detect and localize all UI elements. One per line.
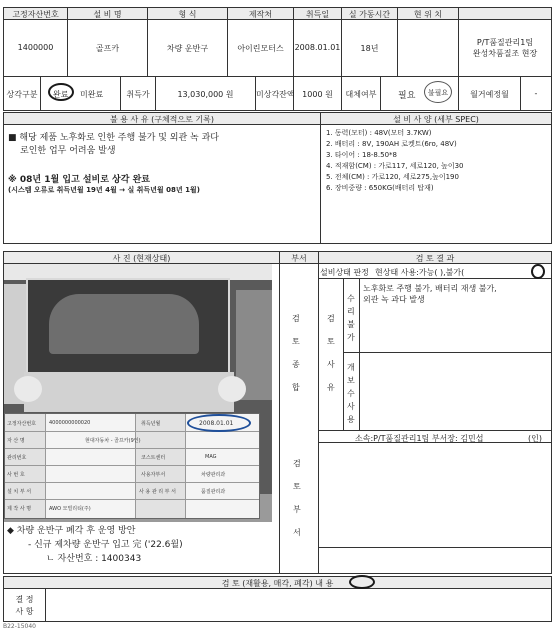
reason-line1: ■ 해당 제품 노후화로 인한 주행 불가 및 외관 녹 과다: [8, 133, 219, 143]
review-header: 검 토 결 과: [415, 254, 455, 263]
open-label-4: 사: [347, 402, 355, 411]
location-line1: P/T품질관리1팀: [476, 38, 534, 47]
reason-note-sub: (시스템 오류로 취득년월 19년 4월 → 실 취득년월 08년 1월): [8, 186, 200, 194]
reason-header: 불 용 사 유 (구체적으로 기록): [110, 115, 214, 124]
review-total-4: 합: [292, 383, 300, 392]
possibility-label: 설비상태 판정: [320, 268, 369, 277]
stamp-icon: 불필요: [424, 81, 452, 103]
decision-label-2: 사 항: [15, 607, 34, 616]
repair-label-2: 리: [347, 307, 355, 316]
photo-caption-2: - 신규 제차량 운반구 입고 完 ('22.6월): [28, 540, 183, 550]
open-label-5: 용: [347, 415, 355, 424]
asset-name: 골프카: [95, 44, 120, 53]
tag-key-acq: 취득년월: [141, 421, 161, 427]
sign-label: (인): [528, 434, 542, 443]
dept-review-2: 토: [293, 482, 301, 491]
repair-label-1: 수: [347, 294, 355, 303]
repair-label-3: 불: [347, 320, 355, 329]
status-circle-mark: [531, 264, 545, 279]
tag-val-user-dept: 차량관리과: [201, 472, 226, 478]
book-value: 1000 원: [302, 90, 333, 99]
tag-val-asset-no: 4000000000020: [49, 420, 91, 426]
spec-item-1: 1. 동력(모터) : 48V(모터 3.7KW): [326, 129, 432, 137]
repair-text-1: 노후화로 주행 불가, 배터리 재생 불가,: [363, 284, 497, 293]
monthly-value: -: [534, 89, 538, 98]
acq-price-label: 취득가: [126, 90, 150, 99]
opt-not-done: 미완료: [80, 90, 104, 99]
spec-item-2: 2. 배터리 : 8V, 190AH 로켓트(6ro, 48V): [326, 140, 457, 148]
asset-no: 1400000: [17, 43, 54, 52]
hdr-hours: 실 가동시간: [348, 10, 391, 19]
footer-code: B22-15040: [3, 623, 37, 630]
tag-key-use-mgmt: 사 용 관 리 부 서: [139, 489, 176, 495]
asset-acq-date: 2008.01.01: [294, 43, 341, 52]
reason-note-title: ※ 08년 1월 입고 설비로 상각 완료: [8, 175, 150, 185]
review-reason-4: 유: [327, 383, 335, 392]
dept-review-1: 검: [293, 459, 301, 468]
decision-label-1: 결 정: [15, 595, 34, 604]
review-total-3: 종: [292, 360, 300, 369]
spec-item-5: 5. 전체(CM) : 가로120, 세로275,높이190: [326, 173, 459, 181]
tag-val-name: 현대자동차 - 골프카(9인): [85, 438, 141, 444]
tag-key-maker: 제 작 사 명: [7, 506, 32, 512]
repair-text-2: 외관 녹 과다 발생: [363, 295, 425, 304]
review-total-1: 검: [292, 314, 300, 323]
spec-item-4: 4. 적재함(CM) : 가로117, 세로120, 높이30: [326, 162, 464, 170]
spec-header: 설 비 사 양 (세부 SPEC): [393, 115, 479, 124]
open-label-1: 개: [347, 363, 355, 372]
asset-hours: 18년: [360, 44, 379, 53]
tag-key-mgmt: 관리번호: [7, 455, 27, 461]
review-reason-2: 토: [327, 337, 335, 346]
hdr-type: 형 식: [178, 10, 197, 19]
review-reason-3: 사: [327, 360, 335, 369]
photo-caption-1: ◆ 차량 운반구 폐각 후 운영 방안: [7, 526, 136, 536]
tag-key-user-dept: 사용자부서: [141, 472, 166, 478]
review-total-2: 토: [292, 337, 300, 346]
replacement-value: 필요: [398, 91, 416, 101]
tag-key-asset-no: 고정자산번호: [7, 421, 36, 427]
hdr-acq-date: 취득일: [305, 10, 330, 19]
repair-label-4: 가: [347, 333, 355, 342]
tag-key-cost: 코스트센터: [141, 455, 166, 461]
acq-price: 13,030,000 원: [177, 90, 234, 99]
spec-item-3: 3. 타이어 : 18-8.50*8: [326, 151, 397, 159]
location-line2: 완성차품질조 현장: [472, 49, 538, 58]
hdr-location: 현 위 치: [413, 10, 443, 19]
photo-caption-3: ㄴ 자산번호 : 1400343: [46, 554, 142, 564]
hdr-name: 설 비 명: [93, 10, 122, 19]
dept-review-4: 서: [293, 528, 301, 537]
hdr-asset-no: 고정자산번호: [12, 10, 59, 19]
photo-header: 사 진 (현재상태): [112, 254, 171, 263]
depreciation-label: 상각구분: [6, 90, 38, 99]
replacement-label: 대체여부: [345, 90, 377, 99]
tag-key-name: 자 산 명: [7, 438, 25, 444]
affiliation: 소속:P/T품질관리1팀 부서장: 김민섭: [355, 434, 484, 443]
hdr-maker: 제작처: [248, 10, 273, 19]
tag-val-cost: MAG: [205, 454, 217, 460]
tag-key-serial: 사 번 호: [7, 472, 25, 478]
dept-review-3: 부: [293, 505, 301, 514]
reason-line2: 로인한 업무 어려움 발생: [20, 146, 116, 156]
open-label-2: 보: [347, 376, 355, 385]
status-text: 현상태 사용:가능( ),불가(: [375, 268, 465, 277]
spec-item-6: 6. 장비중량 : 650KG(배터리 탑재): [326, 184, 434, 192]
done-circle-mark: [48, 83, 74, 101]
acq-date-circle-mark: [187, 414, 251, 432]
asset-type: 차량 운반구: [166, 44, 209, 53]
decision-header: 검 토 (재활용, 매각, 폐각) 내 용: [221, 579, 334, 588]
dept-header: 부서: [291, 254, 307, 263]
tag-val-maker: AWO 모빌리티(주): [49, 506, 91, 512]
opt-done: 완료: [53, 90, 69, 99]
asset-maker: 아이린모터스: [237, 44, 284, 53]
monthly-label: 월거예정월: [470, 90, 509, 99]
book-value-label: 미상각잔액: [256, 90, 295, 99]
open-label-3: 수: [347, 389, 355, 398]
tag-val-use-mgmt: 품질관리과: [201, 489, 226, 495]
tag-key-install: 설 치 부 서: [7, 489, 32, 495]
decision-circle-mark: [349, 575, 375, 589]
review-reason-1: 검: [327, 314, 335, 323]
tag-val-acq: 2008.01.01: [199, 420, 234, 427]
